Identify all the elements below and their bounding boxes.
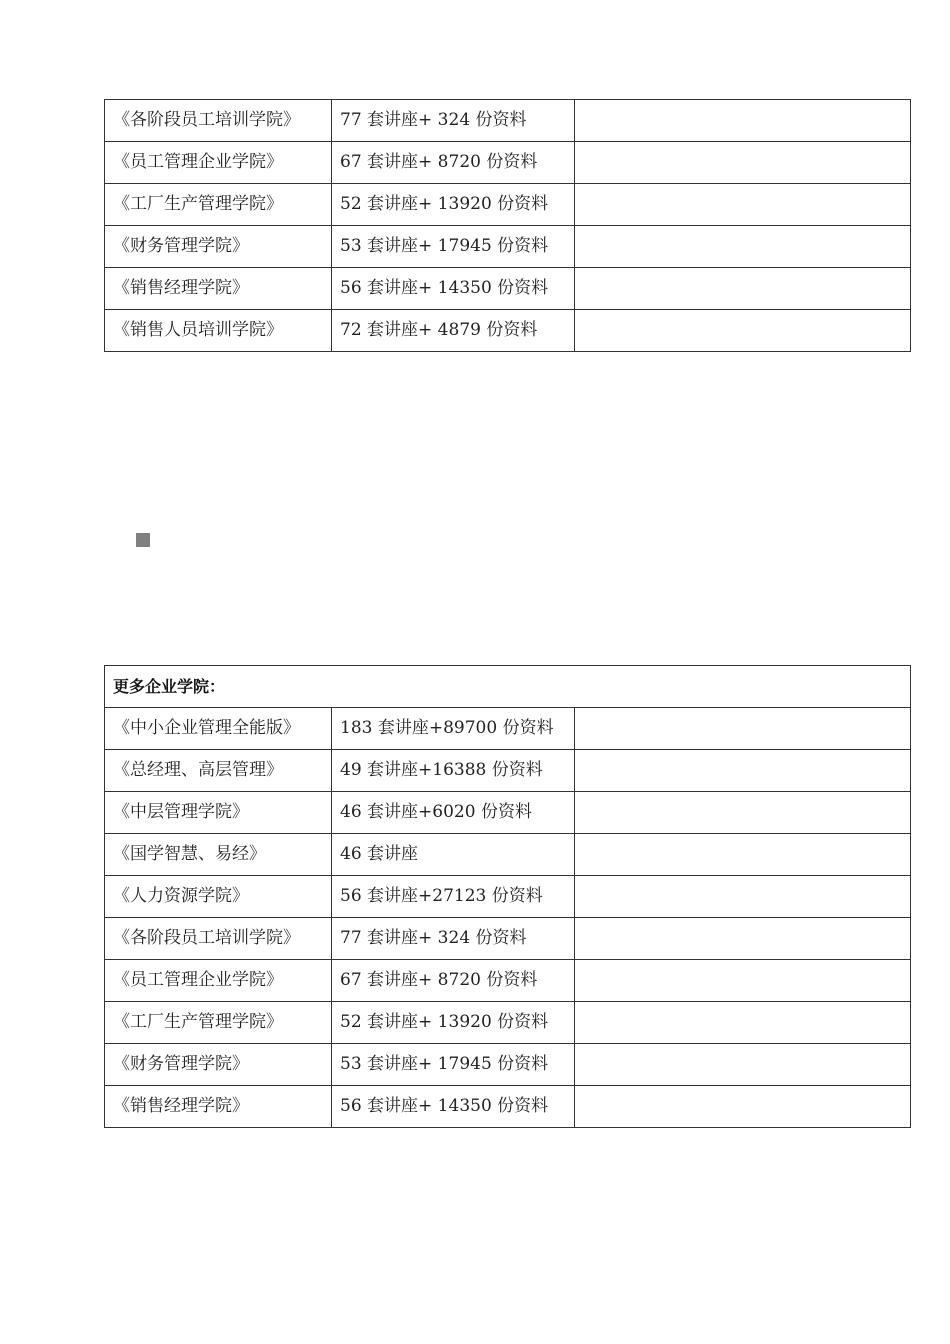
course-content-cell: 183 套讲座+89700 份资料 (332, 708, 575, 750)
course-name-cell: 《中层管理学院》 (105, 792, 332, 834)
course-note-cell (575, 1002, 911, 1044)
course-name-cell: 《总经理、高层管理》 (105, 750, 332, 792)
course-content-cell: 52 套讲座+ 13920 份资料 (332, 184, 575, 226)
course-name-cell: 《员工管理企业学院》 (105, 960, 332, 1002)
course-content-cell: 46 套讲座 (332, 834, 575, 876)
table-row (105, 834, 911, 876)
course-name-cell: 《销售经理学院》 (105, 268, 332, 310)
course-name-cell: 《销售经理学院》 (105, 1086, 332, 1128)
table-row (105, 1044, 911, 1086)
course-note-cell (575, 792, 911, 834)
course-note-cell (575, 918, 911, 960)
course-content-cell: 52 套讲座+ 13920 份资料 (332, 1002, 575, 1044)
course-note-cell (575, 142, 911, 184)
table-row (105, 1086, 911, 1128)
course-name-cell: 《员工管理企业学院》 (105, 142, 332, 184)
course-content-cell: 67 套讲座+ 8720 份资料 (332, 142, 575, 184)
table-row (105, 792, 911, 834)
course-content-cell: 46 套讲座+6020 份资料 (332, 792, 575, 834)
course-name-cell: 《工厂生产管理学院》 (105, 184, 332, 226)
course-note-cell (575, 268, 911, 310)
course-note-cell (575, 834, 911, 876)
table-row (105, 750, 911, 792)
table-row (105, 960, 911, 1002)
course-note-cell (575, 960, 911, 1002)
course-content-cell: 53 套讲座+ 17945 份资料 (332, 226, 575, 268)
table-row (105, 918, 911, 960)
course-note-cell (575, 184, 911, 226)
course-content-cell: 56 套讲座+27123 份资料 (332, 876, 575, 918)
course-content-cell: 77 套讲座+ 324 份资料 (332, 918, 575, 960)
course-content-cell: 77 套讲座+ 324 份资料 (332, 100, 575, 142)
course-content-cell: 72 套讲座+ 4879 份资料 (332, 310, 575, 352)
table-row (105, 184, 911, 226)
table-row (105, 1002, 911, 1044)
table-header-row (105, 666, 911, 708)
course-note-cell (575, 1044, 911, 1086)
course-name-cell: 《工厂生产管理学院》 (105, 1002, 332, 1044)
table-row (105, 268, 911, 310)
course-name-cell: 《财务管理学院》 (105, 226, 332, 268)
course-name-cell: 《各阶段员工培训学院》 (105, 918, 332, 960)
course-content-cell: 67 套讲座+ 8720 份资料 (332, 960, 575, 1002)
course-note-cell (575, 708, 911, 750)
course-content-cell: 56 套讲座+ 14350 份资料 (332, 1086, 575, 1128)
course-name-cell: 《财务管理学院》 (105, 1044, 332, 1086)
course-table-more (104, 665, 911, 1128)
table-row (105, 100, 911, 142)
course-content-cell: 49 套讲座+16388 份资料 (332, 750, 575, 792)
table-row (105, 142, 911, 184)
course-note-cell (575, 1086, 911, 1128)
course-note-cell (575, 100, 911, 142)
table-row (105, 226, 911, 268)
course-name-cell: 《人力资源学院》 (105, 876, 332, 918)
course-note-cell (575, 876, 911, 918)
course-name-cell: 《销售人员培训学院》 (105, 310, 332, 352)
course-content-cell: 56 套讲座+ 14350 份资料 (332, 268, 575, 310)
course-note-cell (575, 226, 911, 268)
course-name-cell: 《中小企业管理全能版》 (105, 708, 332, 750)
course-note-cell (575, 310, 911, 352)
table-row (105, 310, 911, 352)
course-content-cell: 53 套讲座+ 17945 份资料 (332, 1044, 575, 1086)
table-row (105, 876, 911, 918)
course-name-cell: 《国学智慧、易经》 (105, 834, 332, 876)
course-name-cell: 《各阶段员工培训学院》 (105, 100, 332, 142)
course-note-cell (575, 750, 911, 792)
table-row (105, 708, 911, 750)
square-bullet-icon (136, 533, 150, 547)
course-table-top (104, 99, 911, 352)
more-academies-heading: 更多企业学院： (105, 666, 911, 708)
